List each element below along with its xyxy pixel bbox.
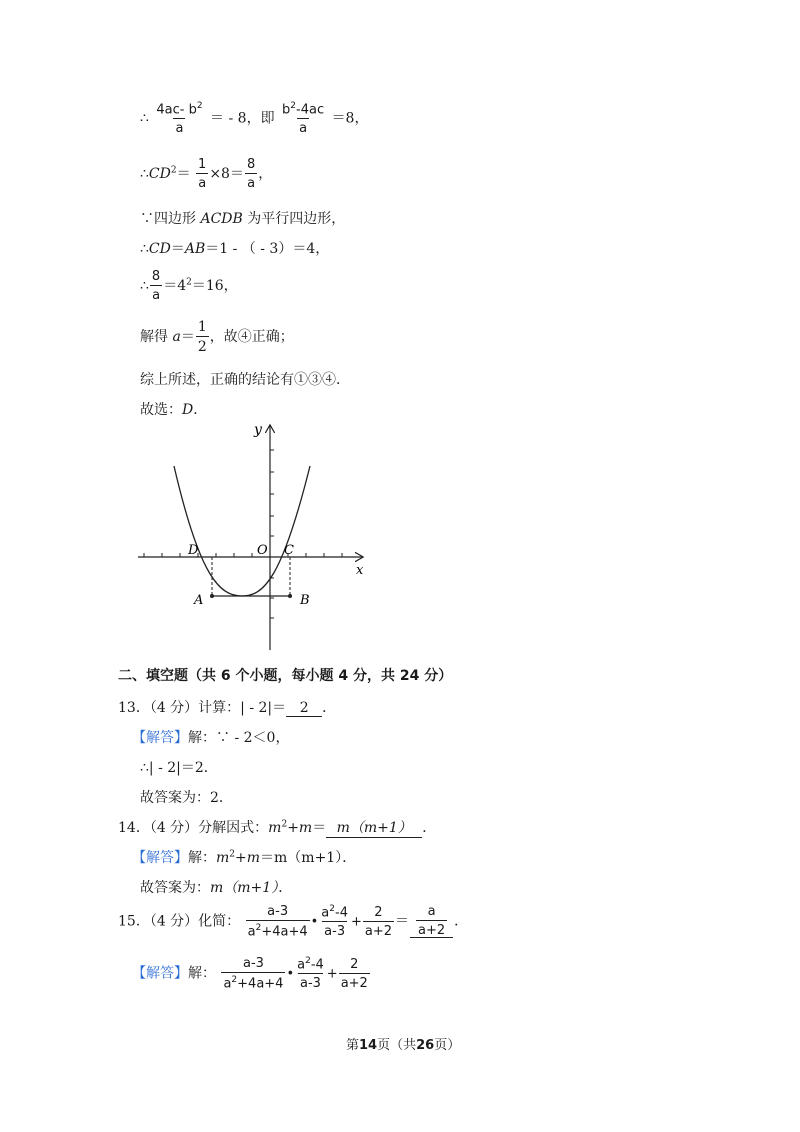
solution-line-1: ∴ $\frac{4ac- b^2}{a}$ ＝ - 8，即 $\frac{b^2-4ac}{a}$ ＝8，: [140, 101, 369, 137]
q13-final-answer: 故答案为：2．: [140, 790, 233, 806]
q13-answer-blank: 2: [286, 700, 322, 717]
q15-fraction-2: $\frac{a^2-4}{a-3}$: [321, 904, 348, 940]
question-15: 15．（4 分）化简： $\frac{a-3}{a^2+4a+4}$ • $\frac{a^2-4}{a-3}$ + $\frac{2}{a+2}$ ＝ $\frac{a}{a+2}$ ．: [118, 904, 469, 940]
q14-answer-blank: m（m+1）: [326, 817, 422, 838]
fraction-4ac-b2-over-a: $\frac{4ac- b^2}{a}$: [156, 101, 203, 137]
solution-line-7: 综上所述，正确的结论有①③④．: [140, 372, 350, 388]
question-14: 14．（4 分）分解因式：$m^2+m= m(m+1)$ ．: [118, 817, 436, 838]
parabola-curve: [174, 466, 310, 596]
point-b-marker: [288, 594, 292, 598]
y-axis-label: y: [254, 422, 262, 438]
q15-answer-blank: $\frac{a}{a+2}$: [410, 905, 453, 938]
q15-sol-fraction-2: $\frac{a^2-4}{a-3}$: [297, 956, 324, 992]
point-d-label: D: [188, 543, 199, 558]
q15-solution-line: 【解答】解： $\frac{a-3}{a^2+4a+4}$ • $\frac{a^2-4}{a-3}$ + $\frac{2}{a+2}$: [132, 956, 368, 992]
solution-line-6: 解得 a＝ $\frac{1}{2}$ ，故④正确；: [140, 319, 294, 355]
q15-fraction-3: $\frac{2}{a+2}$: [364, 904, 393, 939]
solution-line-5: ∴ $\frac{8}{a}$ $=4^2=16$，: [140, 269, 238, 303]
q14-solution-label: 【解答】: [132, 850, 188, 866]
solution-line-8: 故选：D．: [140, 402, 208, 418]
parabola-graph: [130, 418, 380, 653]
solution-line-2: $\therefore CD^2=$ $\frac{1}{a}$ ×8＝ $\frac{8}{a}$ ，: [140, 157, 273, 191]
fraction-1-over-a: $\frac{1}{a}$: [198, 157, 207, 191]
q15-sol-fraction-1: $\frac{a-3}{a^2+4a+4}$: [223, 956, 284, 992]
point-a-marker: [210, 594, 214, 598]
section-title: 二、填空题（共 6 个小题，每小题 4 分，共 24 分）: [118, 668, 453, 684]
fraction-8-over-a-2: $\frac{8}{a}$: [151, 269, 161, 303]
origin-label: O: [257, 543, 268, 558]
point-b-label: B: [300, 593, 310, 608]
q13-solution-label: 【解答】: [132, 730, 188, 746]
fraction-8-over-a: $\frac{8}{a}$: [246, 157, 256, 191]
q15-fraction-1: $\frac{a-3}{a^2+4a+4}$: [247, 904, 308, 940]
q15-sol-fraction-3: $\frac{2}{a+2}$: [340, 956, 368, 991]
point-a-label: A: [194, 593, 204, 608]
q15-solution-label: 【解答】: [132, 965, 188, 982]
x-axis-label: x: [356, 563, 364, 578]
q13-solution-line-2: ∴| - 2|＝2．: [140, 760, 218, 776]
solution-line-4: ∴CD＝AB＝1 - （ - 3）＝4，: [140, 241, 330, 257]
fraction-b2-4ac-over-a: $\frac{b^2-4ac}{a}$: [282, 101, 325, 137]
page-footer: 第14页（共26页）: [346, 1038, 461, 1053]
question-13: 13．（4 分）计算：| - 2|＝ 2 ．: [118, 700, 337, 716]
q14-solution-line: 【解答】解：$m^2+m=m(m+1)$．: [132, 849, 357, 866]
point-c-label: C: [284, 543, 294, 558]
solution-line-3: ∵四边形 ACDB 为平行四边形，: [140, 211, 346, 227]
q14-final-answer: 故答案为：m（m+1）．: [140, 880, 293, 896]
fraction-1-over-2: $\frac{1}{2}$: [197, 319, 207, 355]
q13-solution-line: 【解答】解：∵ - 2＜0，: [132, 730, 290, 746]
